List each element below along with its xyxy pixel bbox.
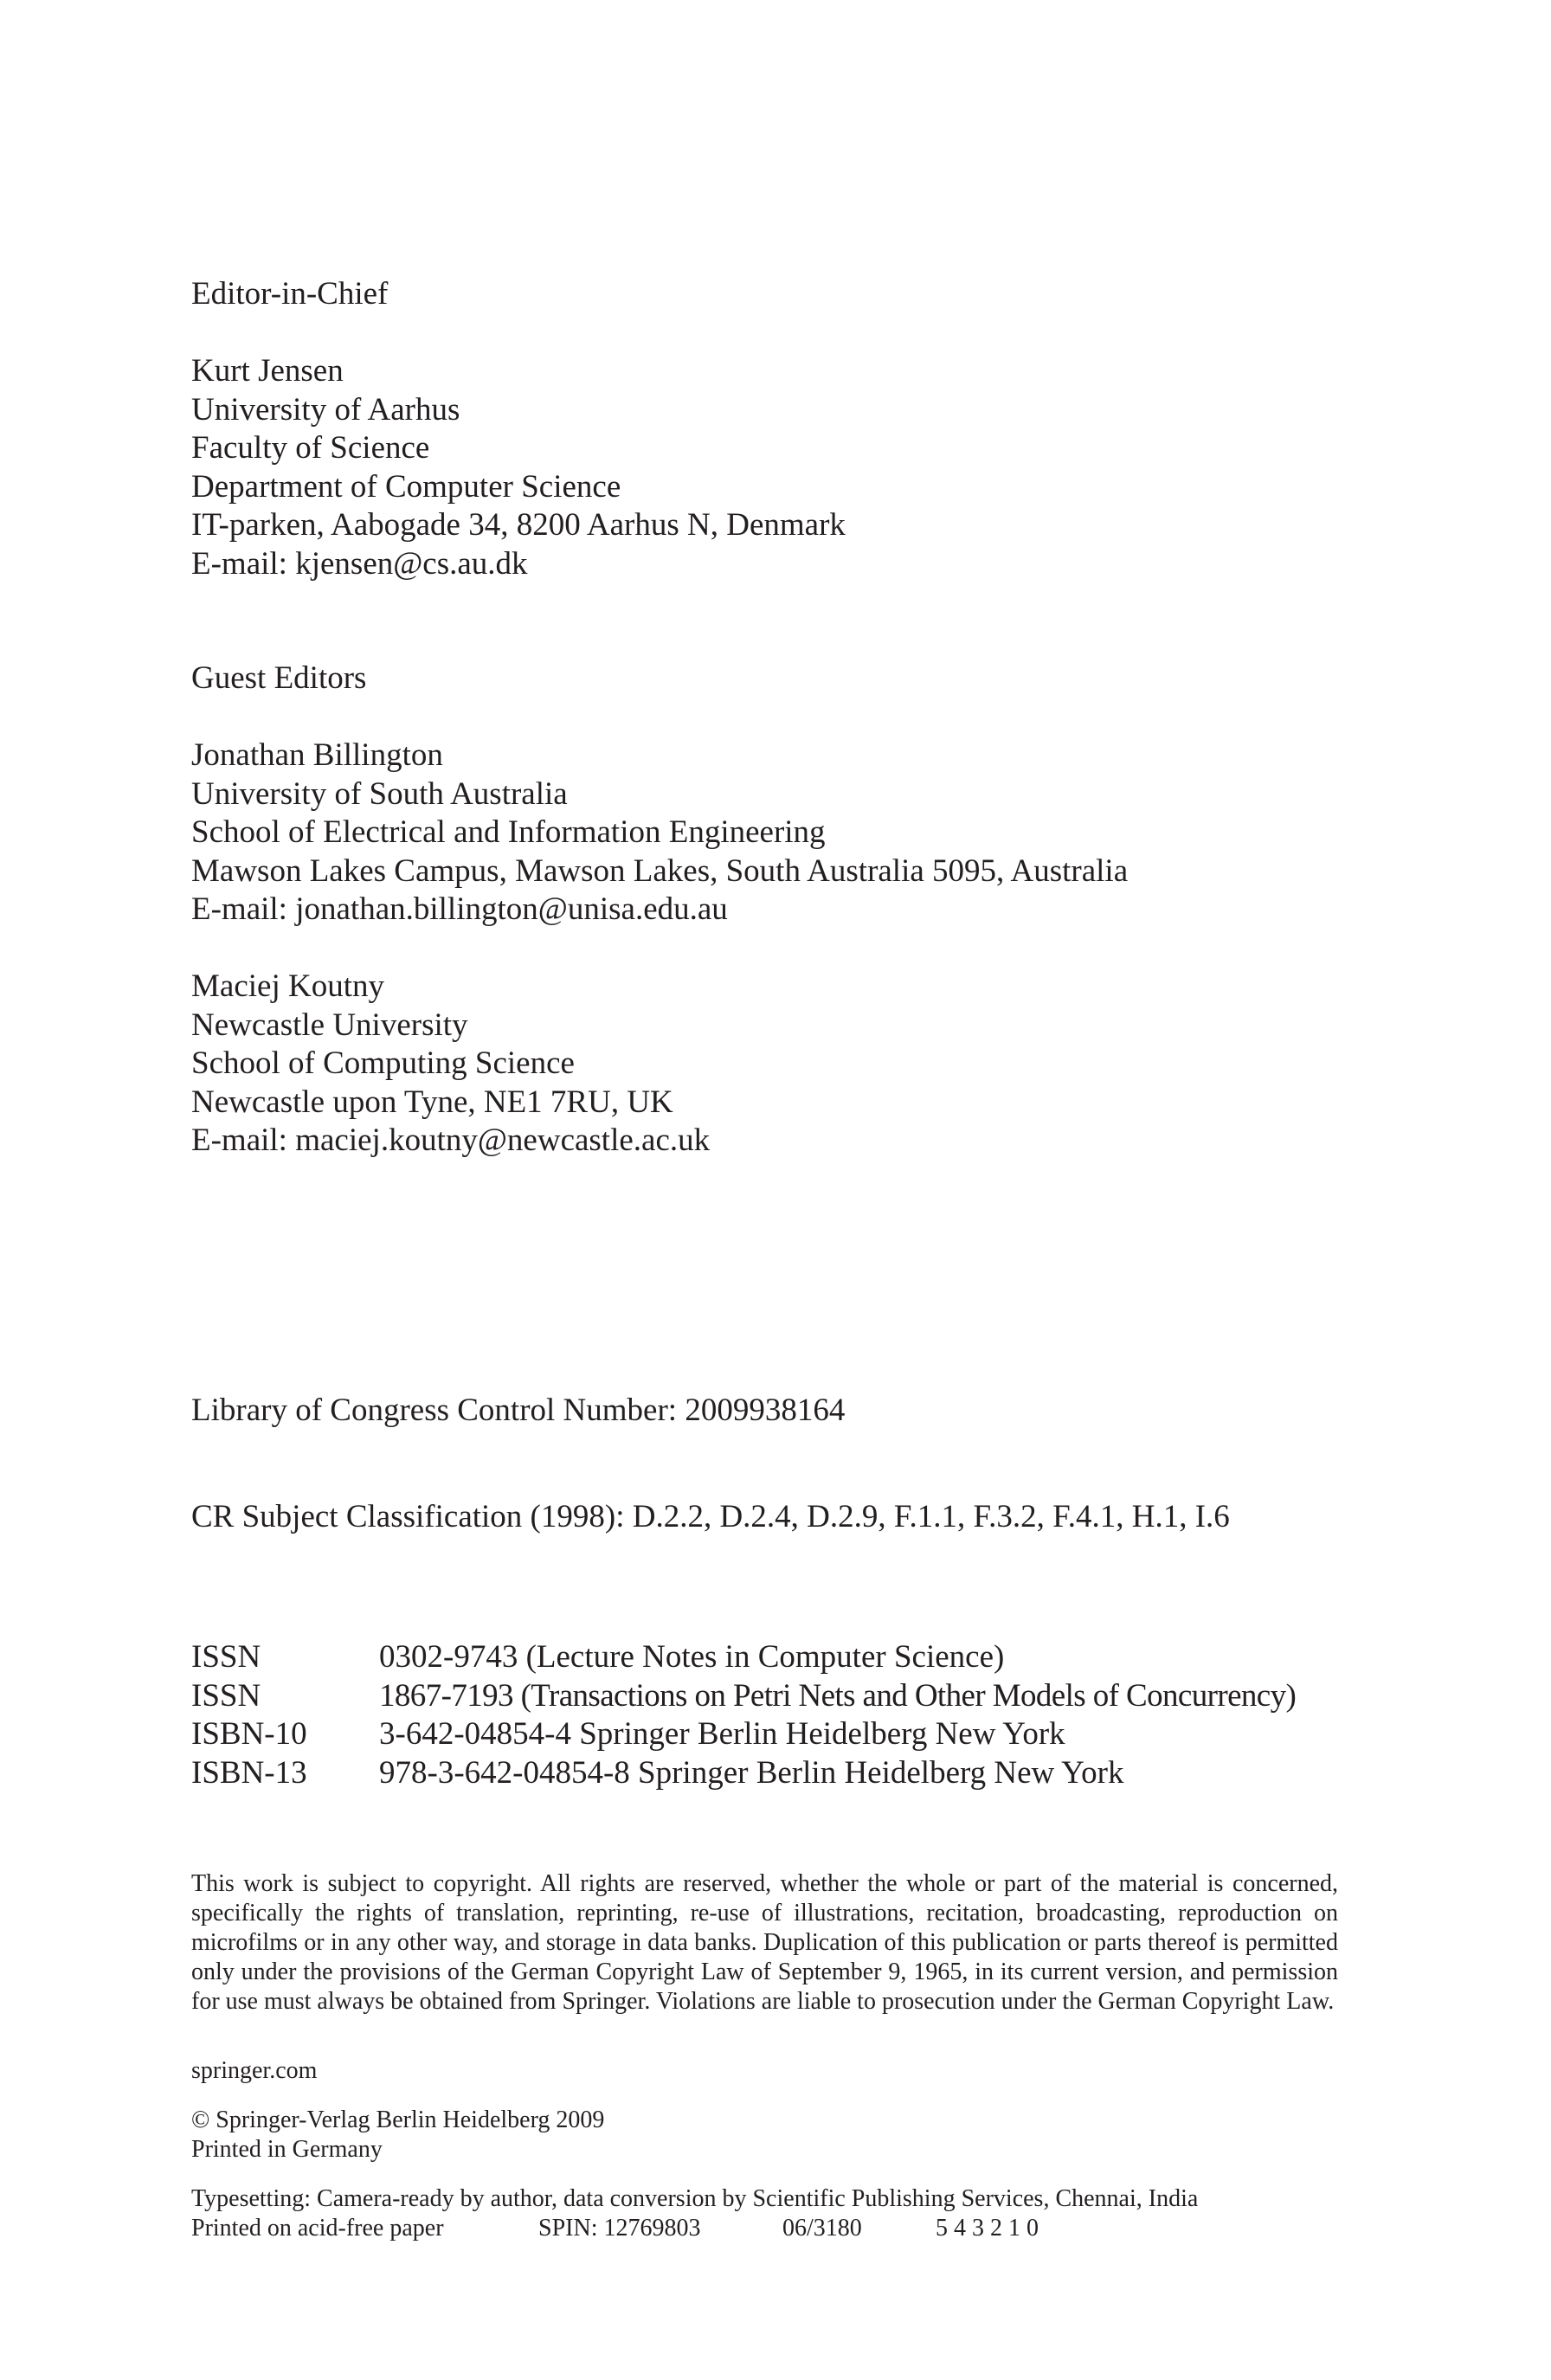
guest-editor-email: E-mail: jonathan.billington@unisa.edu.au (191, 891, 728, 927)
identifier-value: 978-3-642-04854-8 Springer Berlin Heidelberg New York (379, 1754, 1124, 1791)
guest-editor-name: Maciej Koutny (191, 968, 384, 1004)
guest-editor-billington (191, 737, 1128, 929)
guest-editor-koutny (191, 968, 710, 1161)
editor-university: University of Aarhus (191, 391, 460, 428)
editor-in-chief-heading: Editor-in-Chief (191, 276, 389, 312)
editor-department: Department of Computer Science (191, 468, 621, 505)
spin-number: SPIN: 12769803 (538, 2215, 701, 2242)
typesetting-block (191, 2184, 1403, 2243)
copyright-line: © Springer-Verlag Berlin Heidelberg 2009 (191, 2107, 605, 2133)
guest-editor-university: Newcastle University (191, 1007, 468, 1043)
publisher-website: springer.com (191, 2057, 318, 2084)
guest-editor-email: E-mail: maciej.koutny@newcastle.ac.uk (191, 1122, 711, 1158)
guest-editor-university: University of South Australia (191, 775, 568, 812)
editor-name: Kurt Jensen (191, 353, 344, 389)
copyright-notice: This work is subject to copyright. All rights are reserved, whether the whole or part of the material is concerned, specifically the rights of translation, reprinting, re-use of illustrations, recitation, broadcasting, reproduction on microfilms or in any other way, and storage in data banks. Duplication of this publication or parts thereof is permitted only under the provisions of the German Copyright Law of September 9, 1965, in its current version, and permission for use must always be obtained from Springer. Violations are liable to prosecution under the German Copyright Law. (191, 1870, 1338, 2015)
identifier-label: ISSN (191, 1677, 261, 1714)
print-run: 5 4 3 2 1 0 (936, 2215, 1039, 2242)
identifier-label: ISSN (191, 1639, 261, 1675)
identifier-value: 3-642-04854-4 Springer Berlin Heidelberg New York (379, 1716, 1065, 1752)
print-info-row (191, 2214, 1403, 2243)
identifier-row (191, 1677, 1296, 1716)
acid-free-paper: Printed on acid-free paper (191, 2215, 444, 2242)
print-code: 06/3180 (782, 2215, 862, 2242)
editor-street: IT-parken, Aabogade 34, 8200 Aarhus N, Denmark (191, 507, 846, 543)
copyright-block (191, 2106, 1338, 2165)
identifier-label: ISBN-10 (191, 1716, 307, 1752)
identifier-row (191, 1715, 1296, 1754)
identifier-list (191, 1638, 1296, 1792)
guest-editor-campus: Mawson Lakes Campus, Mawson Lakes, South Australia 5095, Australia (191, 852, 1129, 889)
identifier-row (191, 1754, 1296, 1793)
guest-editor-school: School of Computing Science (191, 1045, 575, 1081)
printed-in: Printed in Germany (191, 2136, 383, 2163)
editor-in-chief-address (191, 352, 846, 583)
typesetting-line: Typesetting: Camera-ready by author, data conversion by Scientific Publishing Services, Chennai, India (191, 2185, 1199, 2212)
identifier-row (191, 1638, 1296, 1677)
editor-faculty: Faculty of Science (191, 430, 430, 466)
identifier-label: ISBN-13 (191, 1754, 307, 1791)
identifier-value: 1867-7193 (Transactions on Petri Nets and Other Models of Concurrency) (379, 1677, 1297, 1714)
cr-subject-classification: CR Subject Classification (1998): D.2.2, D.2.4, D.2.9, F.1.1, F.3.2, F.4.1, H.1, I.6 (191, 1499, 1230, 1534)
loc-control-number: Library of Congress Control Number: 2009938164 (191, 1393, 846, 1428)
guest-editor-school: School of Electrical and Information Engineering (191, 814, 826, 850)
identifier-value: 0302-9743 (Lecture Notes in Computer Science) (379, 1639, 1005, 1675)
guest-editor-name: Jonathan Billington (191, 737, 443, 773)
editor-email: E-mail: kjensen@cs.au.dk (191, 545, 528, 582)
guest-editor-city: Newcastle upon Tyne, NE1 7RU, UK (191, 1084, 673, 1120)
guest-editors-heading: Guest Editors (191, 660, 367, 696)
